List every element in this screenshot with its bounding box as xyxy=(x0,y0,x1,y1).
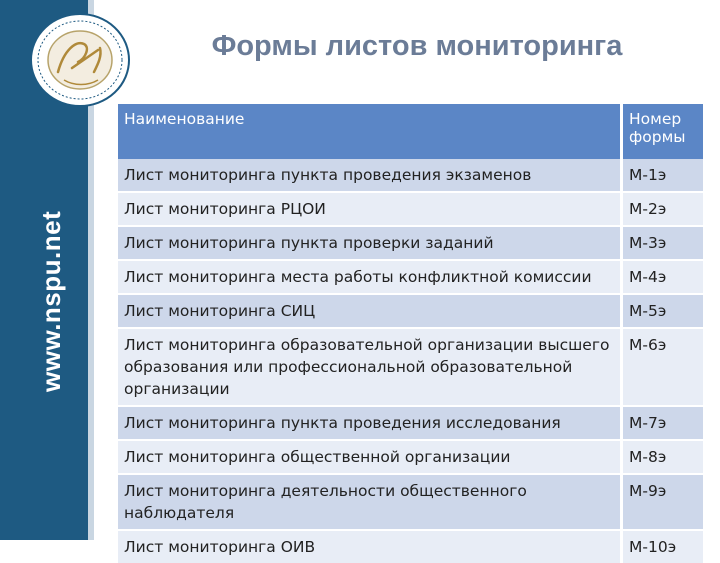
row-name: Лист мониторинга ОИВ xyxy=(118,530,622,563)
table-row xyxy=(118,159,703,192)
row-code: М-10э xyxy=(622,530,704,563)
row-name: Лист мониторинга образовательной организации высшего образования или профессиональной образовательной организации xyxy=(118,328,622,406)
row-code: М-4э xyxy=(622,260,704,294)
table-row xyxy=(118,440,703,474)
header-number: Номер формы xyxy=(622,104,704,159)
table-row xyxy=(118,530,703,563)
row-code: М-8э xyxy=(622,440,704,474)
row-name: Лист мониторинга РЦОИ xyxy=(118,192,622,226)
row-name: Лист мониторинга пункта проведения экзаменов xyxy=(118,159,622,192)
forms-table xyxy=(118,104,703,563)
row-name: Лист мониторинга пункта проверки заданий xyxy=(118,226,622,260)
table-row xyxy=(118,474,703,530)
header-name: Наименование xyxy=(118,104,622,159)
row-code: М-6э xyxy=(622,328,704,406)
university-logo-icon xyxy=(28,10,132,110)
table-row xyxy=(118,294,703,328)
row-name: Лист мониторинга общественной организации xyxy=(118,440,622,474)
table-row xyxy=(118,192,703,226)
row-code: М-7э xyxy=(622,406,704,440)
row-code: М-2э xyxy=(622,192,704,226)
row-name: Лист мониторинга пункта проведения исследования xyxy=(118,406,622,440)
row-code: М-3э xyxy=(622,226,704,260)
table-header-row xyxy=(118,104,703,159)
table-row xyxy=(118,328,703,406)
row-code: М-9э xyxy=(622,474,704,530)
site-url[interactable]: www.nspu.net xyxy=(36,210,66,392)
table-row xyxy=(118,226,703,260)
table-row xyxy=(118,406,703,440)
row-name: Лист мониторинга деятельности общественного наблюдателя xyxy=(118,474,622,530)
row-code: М-1э xyxy=(622,159,704,192)
row-code: М-5э xyxy=(622,294,704,328)
table-row xyxy=(118,260,703,294)
page-title: Формы листов мониторинга xyxy=(211,30,623,62)
row-name: Лист мониторинга СИЦ xyxy=(118,294,622,328)
row-name: Лист мониторинга места работы конфликтной комиссии xyxy=(118,260,622,294)
